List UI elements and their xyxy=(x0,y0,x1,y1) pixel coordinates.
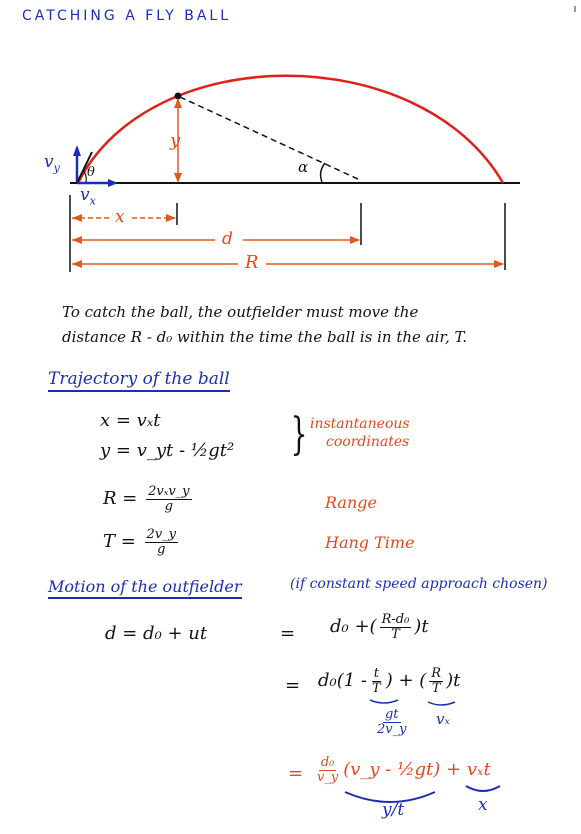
eq-d-equals: = xyxy=(280,623,296,644)
eq-y: y = v_yt - ½gt² xyxy=(100,440,235,461)
trajectory-diagram xyxy=(0,0,581,300)
eq-line3: $\frac{\text{d₀}}{v\_y}$ (v_y - ½gt) + vₓt xyxy=(317,755,491,785)
intro-line-1: To catch the ball, the outfielder must move the xyxy=(62,303,419,321)
substitution-x: x xyxy=(478,795,488,815)
alpha-label: α xyxy=(298,158,309,176)
outfielder-heading: Motion of the outfielder xyxy=(48,577,242,599)
brace: } xyxy=(290,409,308,460)
substitution-y-over-t: y/t xyxy=(382,800,405,820)
eq-R: R = $\frac{\text{2vₓv\_y}}{g}$ xyxy=(103,484,190,514)
eq-line2-equals: = xyxy=(285,675,301,696)
alpha-arc xyxy=(321,163,325,182)
sight-line xyxy=(180,97,360,180)
intro-line-2: distance R - d₀ within the time the ball is in the air, T. xyxy=(62,328,468,346)
R-dimension-label: R xyxy=(245,252,259,273)
trajectory-heading: Trajectory of the ball xyxy=(48,369,230,392)
hang-time-label: Hang Time xyxy=(325,533,415,552)
eq-line3-equals: = xyxy=(288,763,304,784)
d-dimension-label: d xyxy=(222,229,233,249)
vx-label: $v_x$ xyxy=(80,185,96,208)
substitution-gt-over-2vy: $\frac{gt}{2v\_y}$ xyxy=(377,707,407,737)
y-label: y xyxy=(170,130,181,151)
ball-trajectory xyxy=(78,76,503,183)
page-title: CATCHING A FLY BALL xyxy=(22,8,232,24)
brace-label-1: instantaneous xyxy=(310,416,410,432)
eq-T: T = $\frac{2v\_y}{g}$ xyxy=(103,527,177,557)
vy-label: $v_y$ xyxy=(44,152,60,175)
eq-x: x = vₓt xyxy=(100,410,161,431)
x-dimension-label: x xyxy=(115,207,125,227)
theta-label: θ xyxy=(87,165,95,180)
substitution-vx: vₓ xyxy=(436,710,450,728)
range-label: Range xyxy=(325,493,377,512)
brace-label-2: coordinates xyxy=(326,434,410,450)
eq-d: d = d₀ + ut xyxy=(105,623,208,644)
eq-d-rhs: d₀ +( $\frac{\text{R-d₀}}{T}$ )t xyxy=(330,612,429,642)
outfielder-note: (if constant speed approach chosen) xyxy=(290,576,548,592)
eq-line2: d₀(1 - $\frac{t}{T}$ ) + ( $\frac{R}{T}$ )t xyxy=(318,666,461,696)
